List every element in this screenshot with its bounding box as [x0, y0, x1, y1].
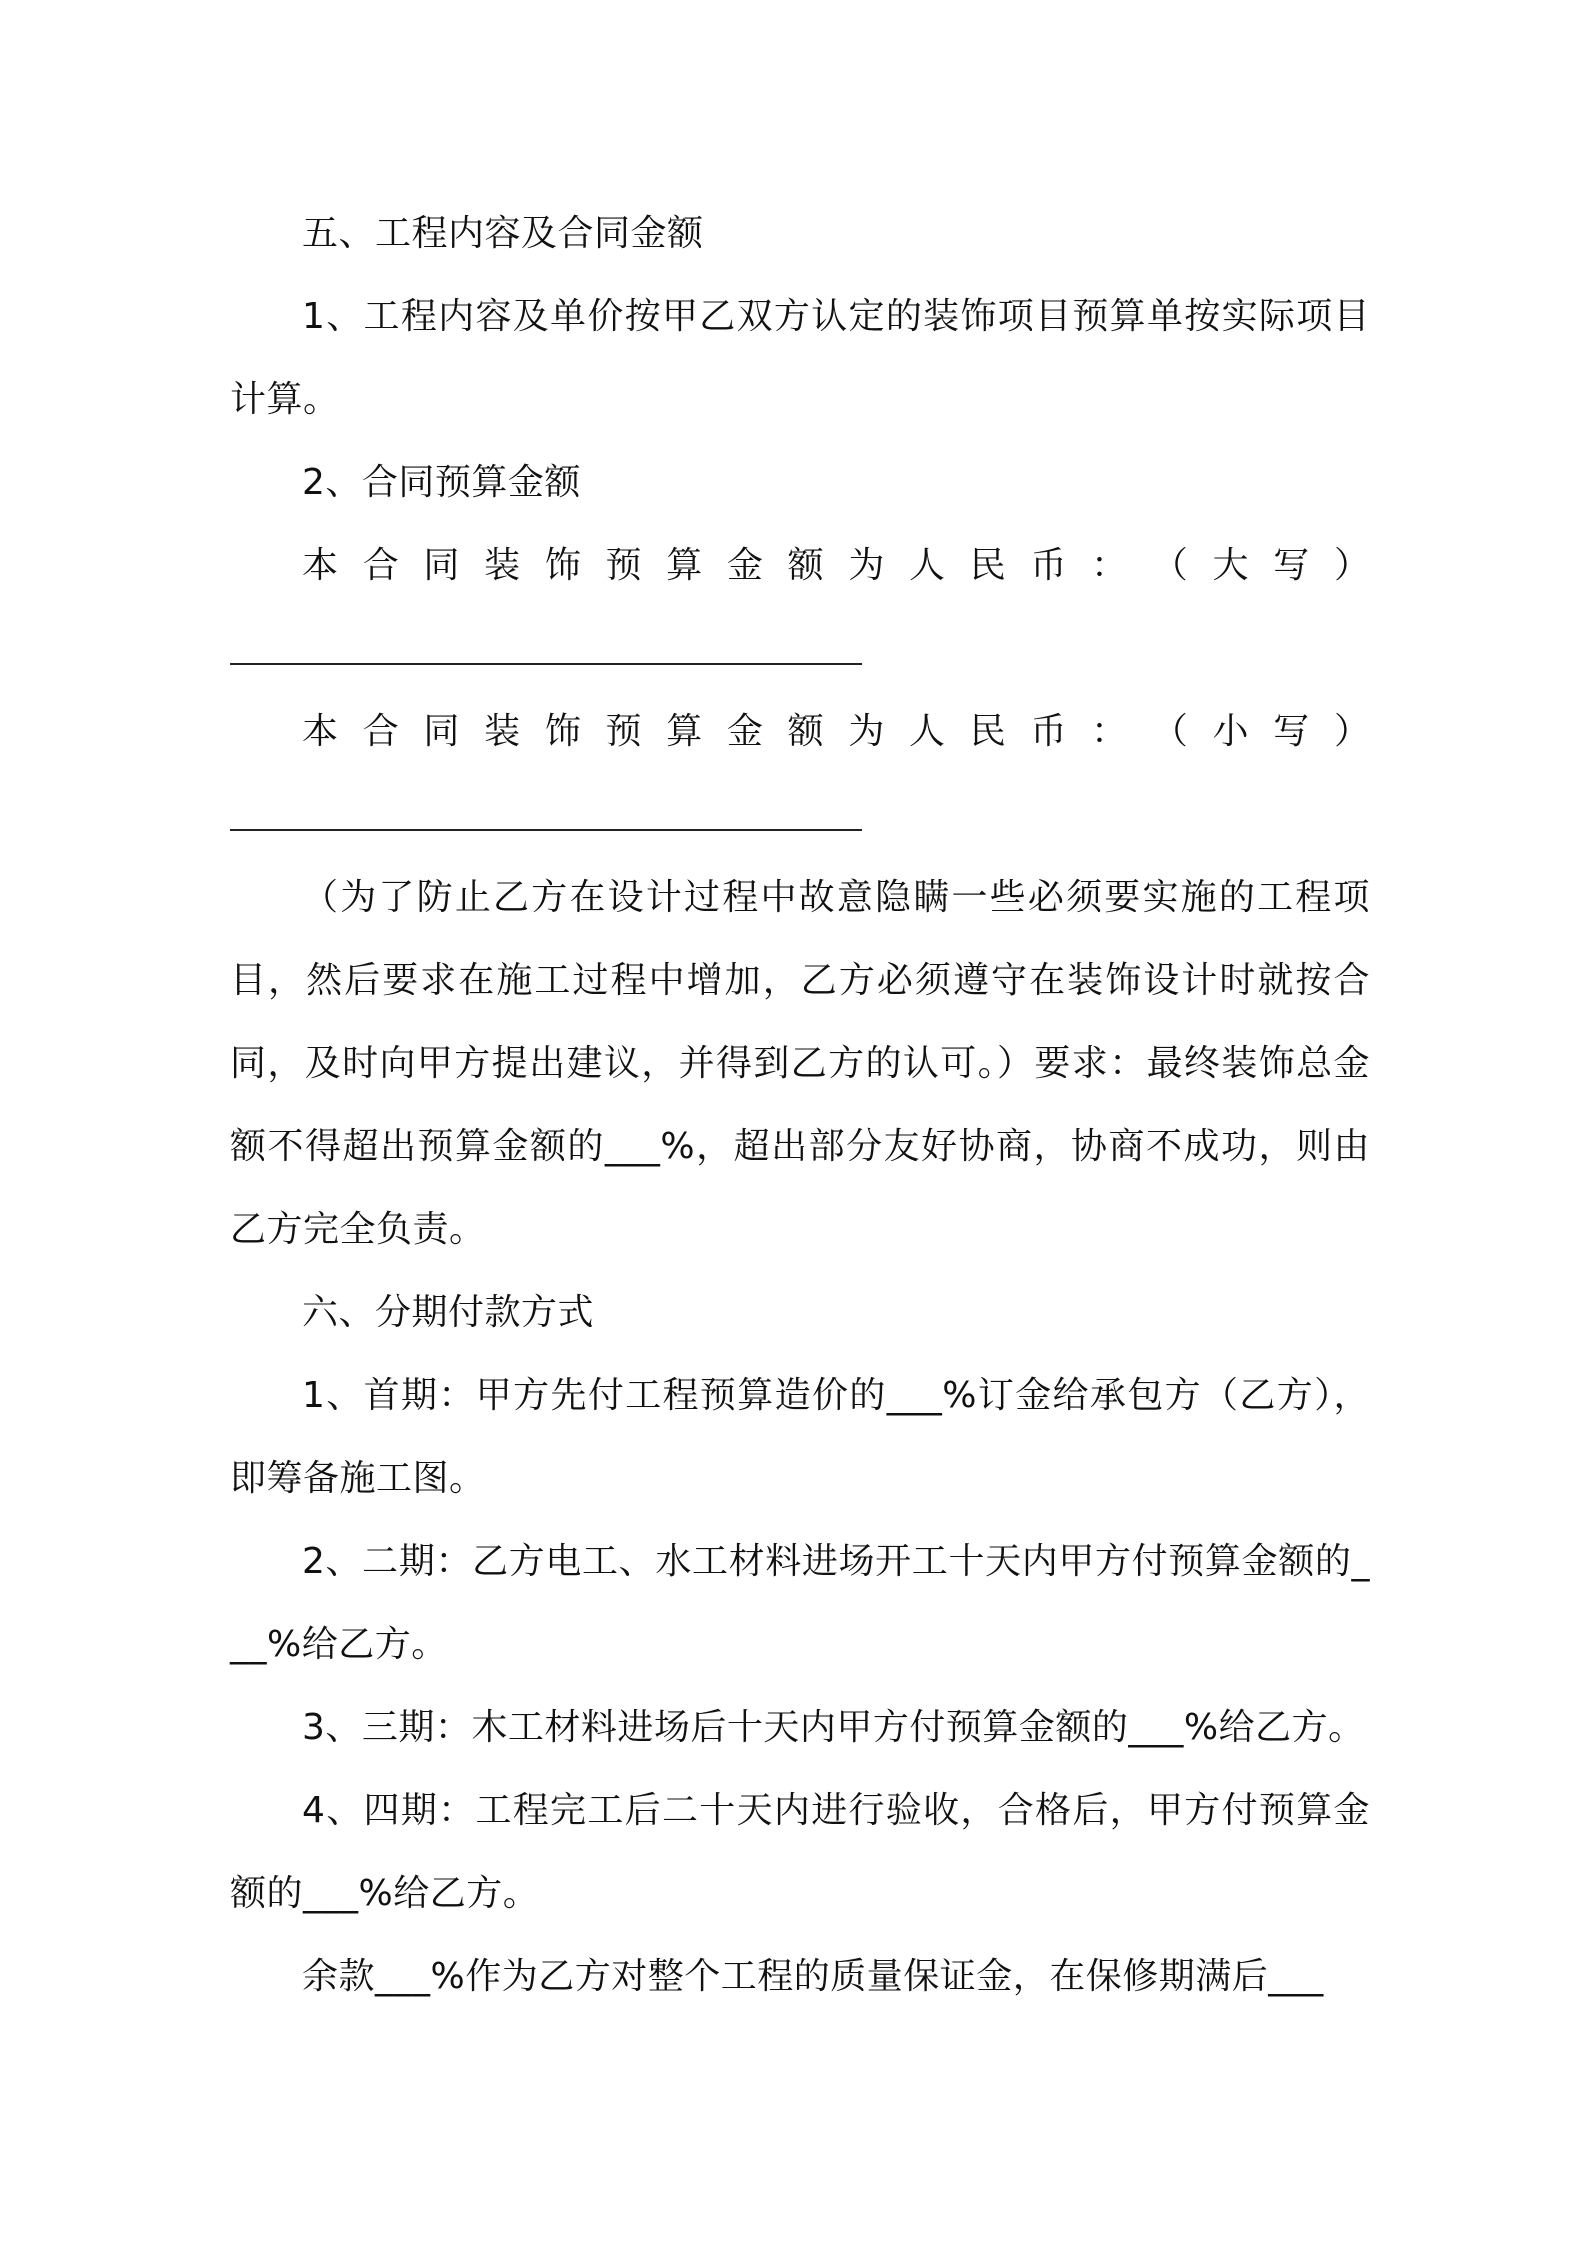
- spread-char: 算: [666, 545, 703, 586]
- budget-note: （为了防止乙方在设计过程中故意隐瞒一些必须要实施的工程项目，然后要求在施工过程中增加，乙方必须遵守在装饰设计时就按合同，及时向甲方提出建议，并得到乙方的认可。）要求：最终装饰总金额不得超出预算金额的___%，超出部分友好协商，协商不成功，则由乙方完全负责。: [230, 877, 1370, 1250]
- payment-3: 3、三期：木工材料进场后十天内甲方付预算金额的___%给乙方。: [302, 1707, 1365, 1748]
- spread-char: 同: [423, 711, 460, 752]
- payment-1: 1、首期：甲方先付工程预算造价的___%订金给承包方（乙方），即筹备施工图。: [230, 1375, 1370, 1499]
- spread-char: 写: [1273, 711, 1310, 752]
- spread-char: 大: [1212, 545, 1249, 586]
- payment-2: 2、二期：乙方电工、水工材料进场开工十天内甲方付预算金额的___%给乙方。: [230, 1541, 1370, 1665]
- spread-char: 金: [726, 545, 763, 586]
- spread-char: 合: [362, 711, 399, 752]
- spread-char: 装: [484, 545, 521, 586]
- spread-char: 民: [969, 711, 1006, 752]
- spread-char: （: [1151, 711, 1188, 752]
- clause-5-2: 2、合同预算金额: [302, 462, 581, 503]
- retention: 余款___%作为乙方对整个工程的质量保证金，在保修期满后___: [302, 1956, 1324, 1997]
- spread-char: 饰: [544, 545, 581, 586]
- document-body: [230, 192, 1370, 2018]
- section-6-heading: 六、分期付款方式: [302, 1292, 595, 1333]
- spread-char: 民: [969, 545, 1006, 586]
- spread-char: 人: [909, 711, 946, 752]
- clause-5-1: 1、工程内容及单价按甲乙双方认定的装饰项目预算单按实际项目计算。: [230, 296, 1370, 420]
- spread-char: 额: [787, 711, 824, 752]
- spread-char: ：: [1091, 545, 1128, 586]
- spread-char: 额: [787, 545, 824, 586]
- spread-char: ）: [1333, 711, 1370, 752]
- budget-lower-blank: [230, 773, 1370, 856]
- fill-in-underline: [230, 829, 862, 831]
- spread-char: 算: [666, 711, 703, 752]
- spread-char: 写: [1273, 545, 1310, 586]
- spread-char: 为: [848, 545, 885, 586]
- spread-char: ：: [1091, 711, 1128, 752]
- spread-char: 装: [484, 711, 521, 752]
- spread-char: 人: [909, 545, 946, 586]
- spread-char: 本: [302, 711, 339, 752]
- payment-4: 4、四期：工程完工后二十天内进行验收，合格后，甲方付预算金额的___%给乙方。: [230, 1790, 1370, 1914]
- spread-char: 币: [1030, 711, 1067, 752]
- spread-char: 饰: [544, 711, 581, 752]
- spread-char: 本: [302, 545, 339, 586]
- spread-char: 金: [726, 711, 763, 752]
- section-5-heading: 五、工程内容及合同金额: [302, 213, 704, 254]
- spread-char: （: [1151, 545, 1188, 586]
- spread-char: 同: [423, 545, 460, 586]
- spread-char: 为: [848, 711, 885, 752]
- spread-char: 预: [605, 711, 642, 752]
- budget-lower-label: [230, 690, 1370, 773]
- budget-upper-label: [230, 524, 1370, 607]
- spread-char: 预: [605, 545, 642, 586]
- budget-upper-blank: [230, 607, 1370, 690]
- spread-char: 合: [362, 545, 399, 586]
- spread-char: 币: [1030, 545, 1067, 586]
- spread-char: ）: [1333, 545, 1370, 586]
- fill-in-underline: [230, 663, 862, 665]
- spread-char: 小: [1212, 711, 1249, 752]
